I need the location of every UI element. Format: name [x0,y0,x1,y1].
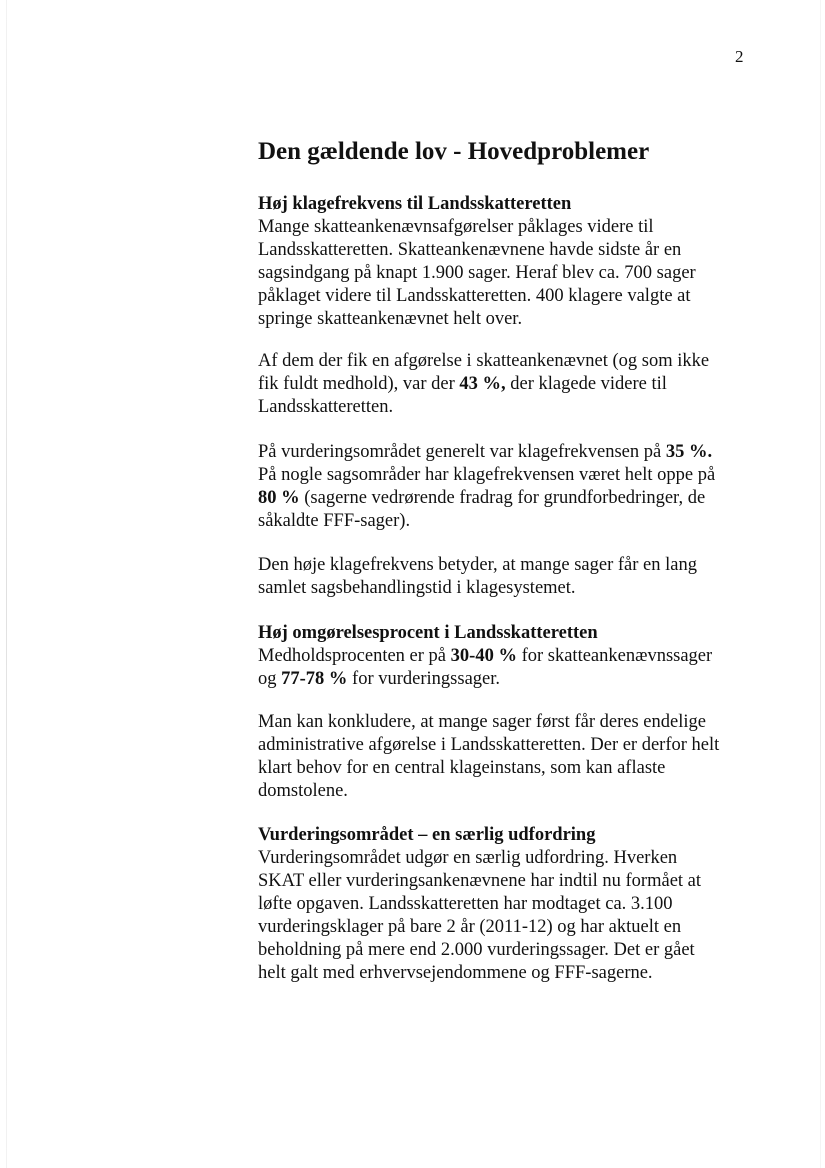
paragraph-line: helt galt med erhvervsejendommene og FFF-sagerne. [258,963,653,983]
paragraph-line: Vurderingsområdet udgør en særlig udfordring. Hverken [258,848,678,868]
text-run: På vurderingsområdet generelt var klagefrekvensen på [258,442,666,462]
text-run: for vurderingssager. [347,669,501,689]
paragraph-line: Landsskatteretten. [258,397,394,417]
paragraph-line: Mange skatteankenævnsafgørelser påklages videre til [258,217,654,237]
paragraph-line: SKAT eller vurderingsankenævnene har indtil nu formået at [258,871,702,891]
highlight-value: 43 %, [459,374,506,394]
section-vurderingsomraadet [258,824,758,985]
text-run: og [258,669,282,689]
section-heading: Høj klagefrekvens til Landsskatteretten [258,194,572,214]
paragraph-line: Af dem der fik en afgørelse i skatteankenævnet (og som ikke [258,351,710,371]
paragraph-line [258,441,758,464]
paragraph-line [258,373,758,396]
paragraph-konklusion [258,711,758,803]
paragraph-sagsbehandlingstid [258,554,758,600]
section-heading: Vurderingsområdet – en særlig udfordring [258,825,596,845]
paragraph-line: klart behov for en central klageinstans, som kan aflaste [258,758,666,778]
paragraph-vurderingsomraadet-frekvens [258,441,758,533]
page-number: 2 [735,47,744,66]
scan-edge-right [820,0,821,1168]
text-run: for skatteankenævnssager [516,646,713,666]
paragraph-line: domstolene. [258,781,348,801]
paragraph-line: samlet sagsbehandlingstid i klagesystemet. [258,578,576,598]
section-heading: Høj omgørelsesprocent i Landsskatteretten [258,623,598,643]
paragraph-line: administrative afgørelse i Landsskatteretten. Der er derfor helt [258,735,720,755]
scan-edge-left [6,0,7,1168]
text-run: fik fuldt medhold), var der [258,374,460,394]
text-run: (sagerne vedrørende fradrag for grundforbedringer, de [299,488,706,508]
highlight-value: 80 % [258,488,300,508]
paragraph-line [258,645,758,668]
paragraph-line: vurderingsklager på bare 2 år (2011-12) og har aktuelt en [258,917,682,937]
paragraph-line: såkaldte FFF-sager). [258,511,411,531]
paragraph-line: sagsindgang på knapt 1.900 sager. Heraf blev ca. 700 sager [258,263,696,283]
highlight-value: 77-78 % [281,669,348,689]
section-klagefrekvens [258,193,758,331]
paragraph-line: beholdning på mere end 2.000 vurderingssager. Det er gået [258,940,695,960]
highlight-value: 35 %. [665,442,713,462]
text-run: Medholdsprocenten er på [258,646,451,666]
paragraph-43-percent [258,350,758,419]
paragraph-line: løfte opgaven. Landsskatteretten har modtaget ca. 3.100 [258,894,673,914]
paragraph-line [258,668,758,691]
paragraph-line: Landsskatteretten. Skatteankenævnene havde sidste år en [258,240,682,260]
paragraph-line: påklaget videre til Landsskatteretten. 400 klagere valgte at [258,286,691,306]
text-run: der klagede videre til [505,374,667,394]
highlight-value: 30-40 % [450,646,517,666]
paragraph-line: Man kan konkludere, at mange sager først får deres endelige [258,712,706,732]
section-omgoerelsesprocent [258,622,758,691]
paragraph-line: Den høje klagefrekvens betyder, at mange sager får en lang [258,555,697,575]
paragraph-line [258,487,758,510]
paragraph-line: På nogle sagsområder har klagefrekvensen været helt oppe på [258,465,716,485]
paragraph-line: springe skatteankenævnet helt over. [258,309,523,329]
page-title: Den gældende lov - Hovedproblemer [258,138,650,165]
